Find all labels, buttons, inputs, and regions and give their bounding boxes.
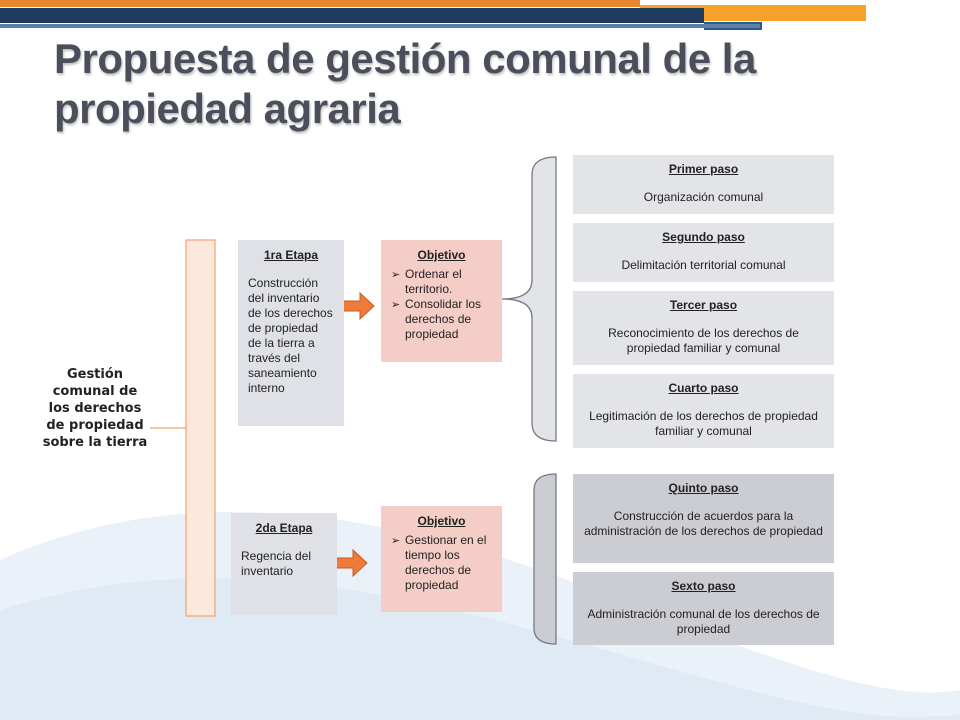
- list-item: ➢ Gestionar en el tiempo los derechos de propiedad: [391, 533, 492, 593]
- upper-brace: [502, 157, 556, 441]
- slide-title: Propuesta de gestión comunal de la propiedad agraria: [54, 35, 756, 132]
- paso-2-head: Segundo paso: [662, 230, 745, 244]
- paso-1-box: [573, 155, 834, 214]
- etapa-1-head: 1ra Etapa: [263, 248, 319, 262]
- etapa-bracket: [186, 240, 215, 616]
- etapa-1-text: Construcción del inventario de los derechos de propiedad de la tierra a través del saneamiento interno: [248, 276, 333, 395]
- etapa-1-box: [238, 240, 344, 426]
- objetivo-1-head: Objetivo: [417, 248, 466, 262]
- paso-4-head: Cuarto paso: [668, 381, 739, 395]
- objetivo-2-box: [381, 506, 502, 612]
- paso-4-text: Legitimación de los derechos de propiedad familiar y comunal: [589, 409, 818, 438]
- paso-3-box: [573, 291, 834, 365]
- paso-2-box: [573, 223, 834, 282]
- paso-3-head: Tercer paso: [669, 298, 738, 312]
- etapa-2-box: [231, 513, 337, 615]
- arrow-right-icon: [343, 293, 374, 319]
- etapa-2-head: 2da Etapa: [255, 521, 313, 535]
- paso-5-head: Quinto paso: [668, 481, 739, 495]
- main-label: Gestión comunal de los derechos de propiedad sobre la tierra: [42, 367, 148, 450]
- arrow-right-icon: [336, 550, 367, 576]
- paso-6-box: [573, 572, 834, 645]
- paso-1-head: Primer paso: [668, 162, 739, 176]
- etapa-2-text: Regencia del inventario: [241, 549, 312, 578]
- paso-4-box: [573, 374, 834, 448]
- paso-6-head: Sexto paso: [671, 579, 736, 593]
- paso-2-text: Delimitación territorial comunal: [621, 258, 786, 272]
- list-item: ➢ Consolidar los derechos de propiedad: [391, 297, 492, 342]
- paso-1-text: Organización comunal: [643, 190, 764, 204]
- list-item: ➢ Ordenar el territorio.: [391, 267, 492, 297]
- lower-brace: [534, 474, 556, 644]
- objetivo-2-head: Objetivo: [417, 514, 466, 528]
- paso-5-text: Construcción de acuerdos para la administración de los derechos de propiedad: [584, 509, 823, 538]
- paso-5-box: [573, 474, 834, 563]
- paso-6-text: Administración comunal de los derechos de propiedad: [587, 607, 820, 636]
- objetivo-2-list: [391, 533, 492, 593]
- objetivo-1-box: [381, 240, 502, 362]
- paso-3-text: Reconocimiento de los derechos de propiedad familiar y comunal: [608, 326, 799, 355]
- objetivo-1-list: [391, 267, 492, 342]
